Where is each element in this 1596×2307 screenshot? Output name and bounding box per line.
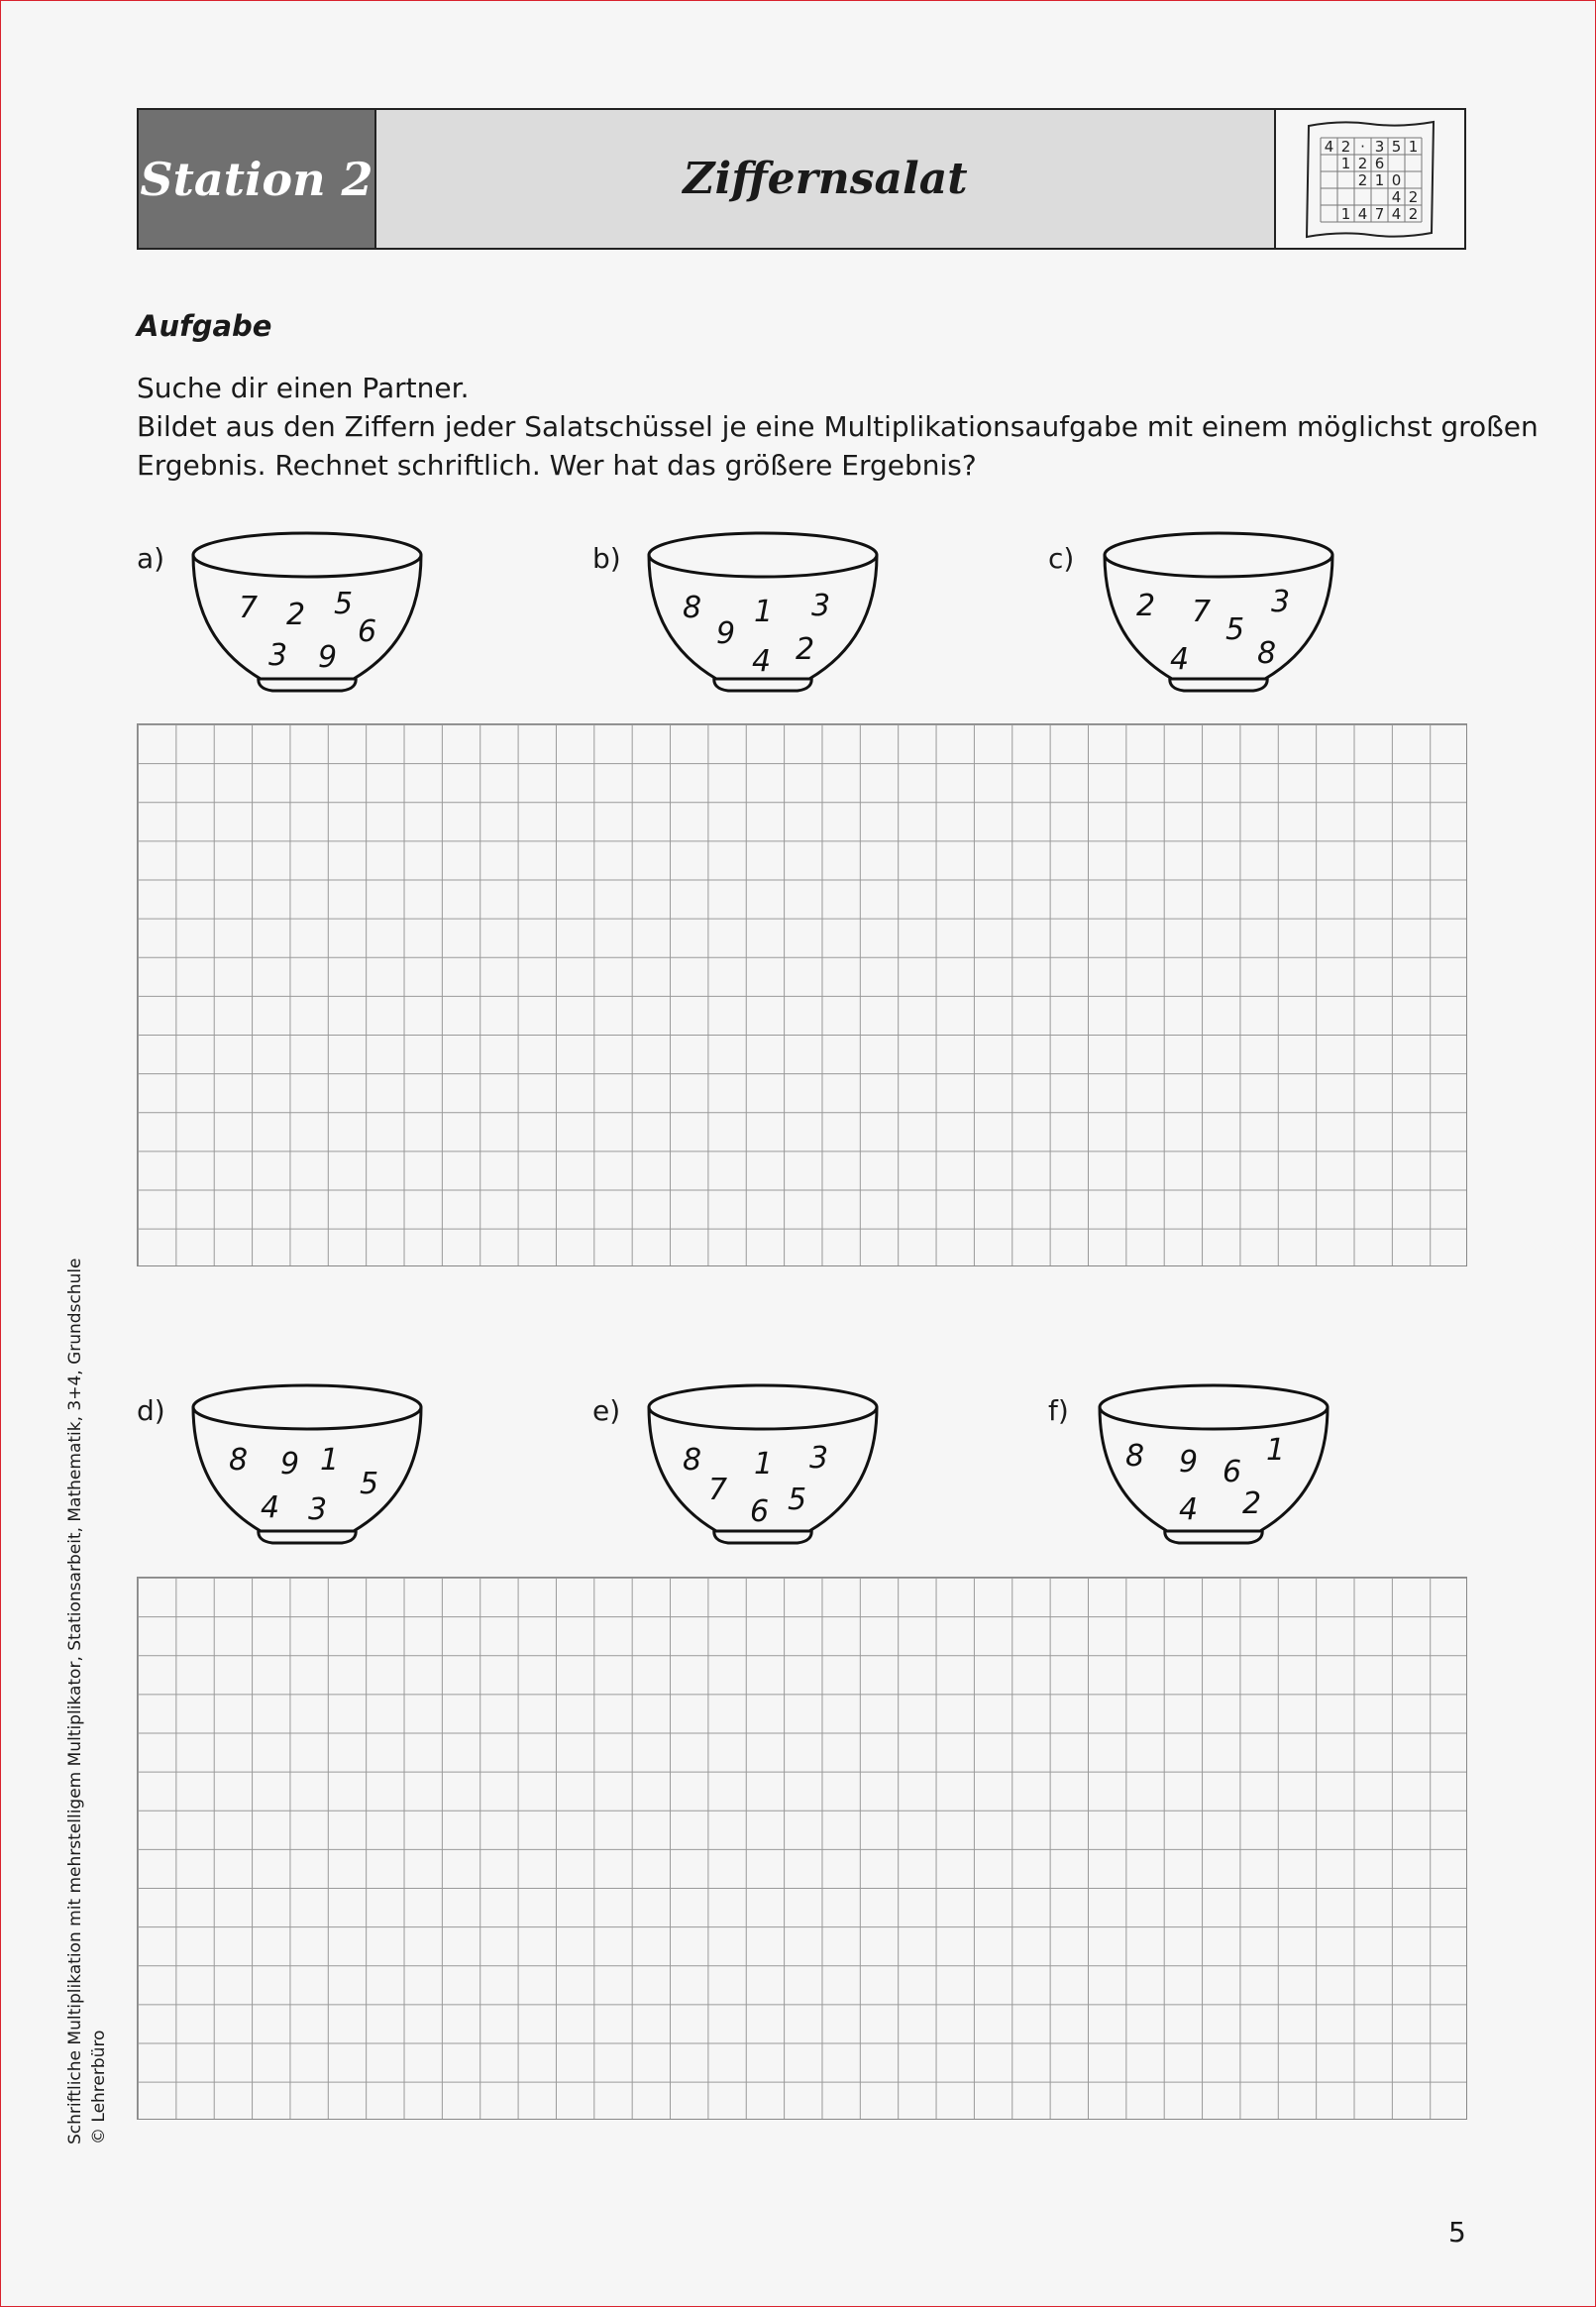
thumb-digit: 4 bbox=[1324, 137, 1334, 156]
digit: 8 bbox=[1125, 1439, 1145, 1474]
bowl-label: b) bbox=[592, 542, 621, 575]
salad-bowl-b bbox=[592, 530, 890, 718]
thumb-digit: · bbox=[1360, 137, 1365, 156]
digit: 4 bbox=[752, 644, 772, 679]
digit: 1 bbox=[754, 595, 774, 629]
digit: 2 bbox=[1242, 1486, 1262, 1521]
bowl-label: c) bbox=[1048, 542, 1075, 575]
thumb-digit: 2 bbox=[1357, 154, 1368, 172]
digit: 8 bbox=[683, 1443, 702, 1478]
digit: 9 bbox=[1179, 1445, 1199, 1480]
digit: 2 bbox=[1136, 589, 1156, 623]
digit: 1 bbox=[754, 1447, 774, 1482]
digit: 1 bbox=[320, 1443, 340, 1478]
instruction-line-3: Ergebnis. Rechnet schriftlich. Wer hat das größere Ergebnis? bbox=[137, 449, 977, 482]
digit: 3 bbox=[811, 589, 831, 623]
thumb-digit: 4 bbox=[1391, 204, 1402, 223]
bowl-label: d) bbox=[137, 1394, 165, 1427]
digit: 4 bbox=[261, 1490, 280, 1525]
source-line: Schriftliche Multiplikation mit mehrstelligem Multiplikator, Stationsarbeit, Mathematik, 3+4, Grundschule bbox=[65, 1258, 85, 2144]
digit: 9 bbox=[716, 616, 736, 651]
thumb-digit: 0 bbox=[1391, 170, 1402, 189]
thumb-digit: 2 bbox=[1340, 137, 1351, 156]
bowl-icon bbox=[647, 530, 885, 709]
bowl-icon bbox=[1098, 1382, 1335, 1561]
digit: 8 bbox=[229, 1443, 249, 1478]
instruction-line-2: Bildet aus den Ziffern jeder Salatschüssel je eine Multiplikationsaufgabe mit einem möglichst großen bbox=[137, 410, 1539, 443]
thumb-digit: 1 bbox=[1340, 154, 1351, 172]
bowl-label: f) bbox=[1048, 1394, 1069, 1427]
bowl-label: a) bbox=[137, 542, 165, 575]
thumb-digit: 7 bbox=[1374, 204, 1385, 223]
digit: 5 bbox=[360, 1467, 379, 1501]
digit: 2 bbox=[286, 598, 306, 632]
instruction-line-1: Suche dir einen Partner. bbox=[137, 372, 470, 404]
thumb-digit: 5 bbox=[1391, 137, 1402, 156]
salad-bowl-f bbox=[1048, 1382, 1345, 1571]
bowl-icon bbox=[1103, 530, 1340, 709]
bowl-icon bbox=[191, 530, 429, 709]
digit: 6 bbox=[358, 614, 377, 649]
digit: 5 bbox=[1225, 612, 1245, 647]
thumb-digit: 2 bbox=[1357, 170, 1368, 189]
digit: 7 bbox=[239, 591, 259, 625]
task-heading: Aufgabe bbox=[137, 309, 272, 343]
digit: 1 bbox=[1266, 1433, 1286, 1468]
digit: 3 bbox=[268, 638, 288, 673]
digit: 7 bbox=[708, 1473, 728, 1507]
digit: 4 bbox=[1179, 1492, 1199, 1527]
digit: 3 bbox=[308, 1492, 328, 1527]
worksheet-title: Ziffernsalat bbox=[376, 110, 1276, 248]
bowl-icon bbox=[191, 1382, 429, 1561]
station-label: Station 2 bbox=[139, 110, 376, 248]
thumb-digit: 1 bbox=[1408, 137, 1419, 156]
salad-bowl-e bbox=[592, 1382, 890, 1571]
digit: 8 bbox=[683, 591, 702, 625]
digit: 6 bbox=[750, 1494, 770, 1529]
bowl-label: e) bbox=[592, 1394, 621, 1427]
digit: 3 bbox=[809, 1441, 829, 1476]
thumb-digit: 1 bbox=[1374, 170, 1385, 189]
digit: 2 bbox=[796, 632, 815, 667]
station-header bbox=[137, 108, 1466, 250]
digit: 9 bbox=[280, 1447, 300, 1482]
thumb-digit: 3 bbox=[1374, 137, 1385, 156]
digit: 9 bbox=[318, 640, 338, 675]
salad-bowl-a bbox=[137, 530, 434, 718]
copyright-note bbox=[63, 1258, 111, 2144]
calculation-paper-icon bbox=[1301, 116, 1439, 243]
thumb-digit: 1 bbox=[1340, 204, 1351, 223]
digit: 8 bbox=[1257, 636, 1277, 671]
page-number: 5 bbox=[1448, 2216, 1466, 2249]
digit: 5 bbox=[788, 1483, 807, 1517]
thumbnail-image bbox=[1276, 110, 1464, 248]
thumb-digit: 2 bbox=[1408, 187, 1419, 206]
digit: 6 bbox=[1223, 1455, 1242, 1489]
calculation-grid-bottom[interactable] bbox=[137, 1577, 1467, 2120]
task-instructions bbox=[137, 369, 1539, 485]
publisher-line: © Lehrerbüro bbox=[89, 2030, 109, 2144]
digit: 7 bbox=[1192, 595, 1212, 629]
digit: 5 bbox=[334, 587, 354, 621]
thumb-digit: 4 bbox=[1357, 204, 1368, 223]
bowl-icon bbox=[647, 1382, 885, 1561]
thumb-digit: 2 bbox=[1408, 204, 1419, 223]
salad-bowl-d bbox=[137, 1382, 434, 1571]
salad-bowl-c bbox=[1048, 530, 1345, 718]
calculation-grid-top[interactable] bbox=[137, 723, 1467, 1266]
digit: 3 bbox=[1271, 585, 1291, 619]
digit: 4 bbox=[1170, 642, 1190, 677]
thumb-digit: 4 bbox=[1391, 187, 1402, 206]
thumb-digit: 6 bbox=[1374, 154, 1385, 172]
